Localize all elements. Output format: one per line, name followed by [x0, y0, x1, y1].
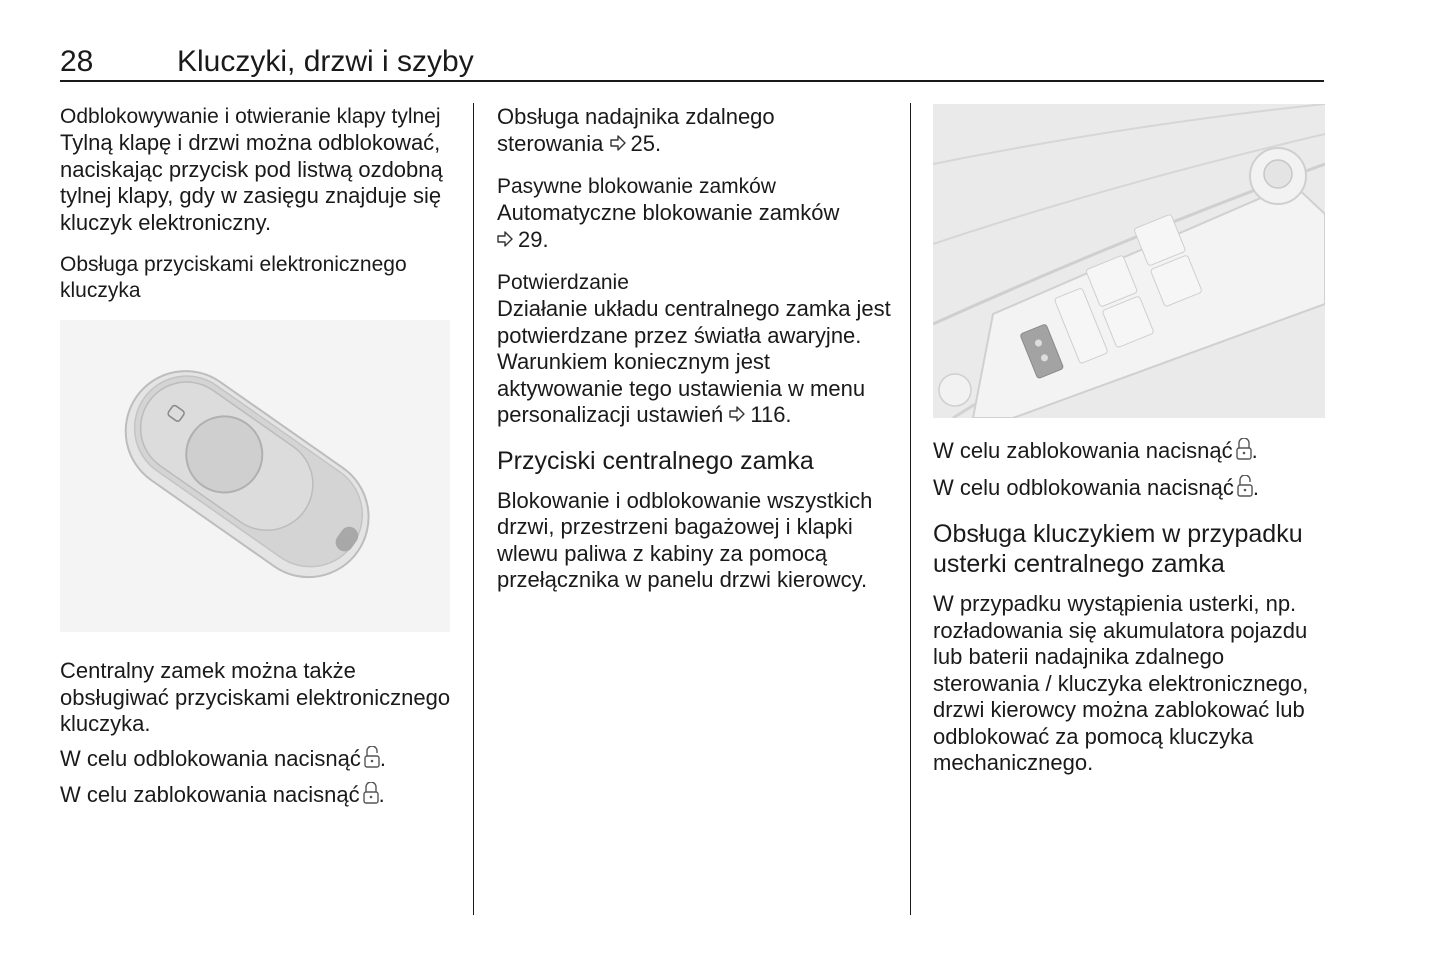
lock-padlock-icon	[363, 782, 379, 811]
column-divider	[473, 103, 474, 915]
unlock-instruction: W celu odblokowania nacisnąć .	[933, 475, 1325, 504]
lock-padlock-icon	[1236, 438, 1252, 467]
page-reference[interactable]: 116.	[750, 402, 792, 427]
section-heading: Potwierdzanie	[497, 271, 629, 294]
section-heading: Obsługa przyciskami elektronicznego kluczyka	[60, 253, 407, 302]
paragraph: Tylną klapę i drzwi można odblokować, naciskając przycisk pod listwą ozdobną tylnej klapy, gdy w zasięgu znajduje się kluczyk elektroniczny.	[60, 130, 443, 235]
instruction-text: W celu zablokowania nacisnąć	[60, 782, 360, 807]
instruction-text: W celu zablokowania nacisnąć	[933, 438, 1233, 463]
instruction-text: W celu odblokowania nacisnąć	[60, 745, 361, 771]
section-title: Przyciski centralnego zamka	[497, 446, 814, 475]
section-heading: Pasywne blokowanie zamków	[497, 175, 776, 198]
door-panel-image	[933, 104, 1325, 418]
lock-instruction: W celu zablokowania nacisnąć .	[60, 782, 460, 811]
page-reference-arrow-icon	[610, 132, 626, 159]
page-number: 28	[60, 45, 94, 78]
unlock-padlock-icon	[1237, 475, 1253, 504]
paragraph: W przypadku wystąpienia usterki, np. rozładowania się akumulatora pojazdu lub baterii nadajnika zdalnego sterowania / kluczyka elektronicznego, drzwi kierowcy można zablokować lub odblokować za pomocą kluczyka mechanicznego.	[933, 591, 1309, 775]
page-reference-arrow-icon	[497, 228, 513, 255]
page-reference-arrow-icon	[729, 403, 745, 430]
paragraph: Działanie układu centralnego zamka jest potwierdzane przez światła awaryjne. Warunkiem koniecznym jest aktywowanie tego ustawienia w menu personalizacji ustawień 116.	[497, 296, 897, 430]
instruction-text: W celu odblokowania nacisnąć	[933, 474, 1234, 500]
section-heading: Odblokowywanie i otwieranie klapy tylnej	[60, 105, 441, 128]
key-fob-image	[60, 320, 450, 632]
key-fob-illustration	[60, 320, 450, 632]
section-title: Obsługa kluczykiem w przypadku usterki centralnego zamka	[933, 520, 1303, 578]
paragraph: Blokowanie i odblokowanie wszystkich drzwi, przestrzeni bagażowej i klapki wlewu paliwa z kabiny za pomocą przełącznika w panelu drzwi kierowcy.	[497, 487, 873, 592]
column-divider	[910, 103, 911, 915]
paragraph: Automatyczne blokowanie zamków 29.	[497, 200, 897, 254]
page-reference[interactable]: 29.	[518, 226, 549, 252]
chapter-title: Kluczyki, drzwi i szyby	[177, 45, 474, 78]
page-header	[60, 44, 1324, 82]
column-3	[933, 104, 1325, 777]
column-1	[60, 104, 460, 811]
unlock-padlock-icon	[364, 746, 380, 775]
unlock-instruction: W celu odblokowania nacisnąć .	[60, 746, 460, 775]
door-switch-illustration	[933, 104, 1325, 418]
page-reference[interactable]: 25.	[630, 130, 662, 156]
lock-instruction: W celu zablokowania nacisnąć .	[933, 438, 1325, 467]
column-2	[497, 104, 897, 594]
paragraph: Obsługa nadajnika zdalnego sterowania 25.	[497, 104, 897, 158]
paragraph: Centralny zamek można także obsługiwać przyciskami elektronicznego kluczyka.	[60, 658, 451, 736]
